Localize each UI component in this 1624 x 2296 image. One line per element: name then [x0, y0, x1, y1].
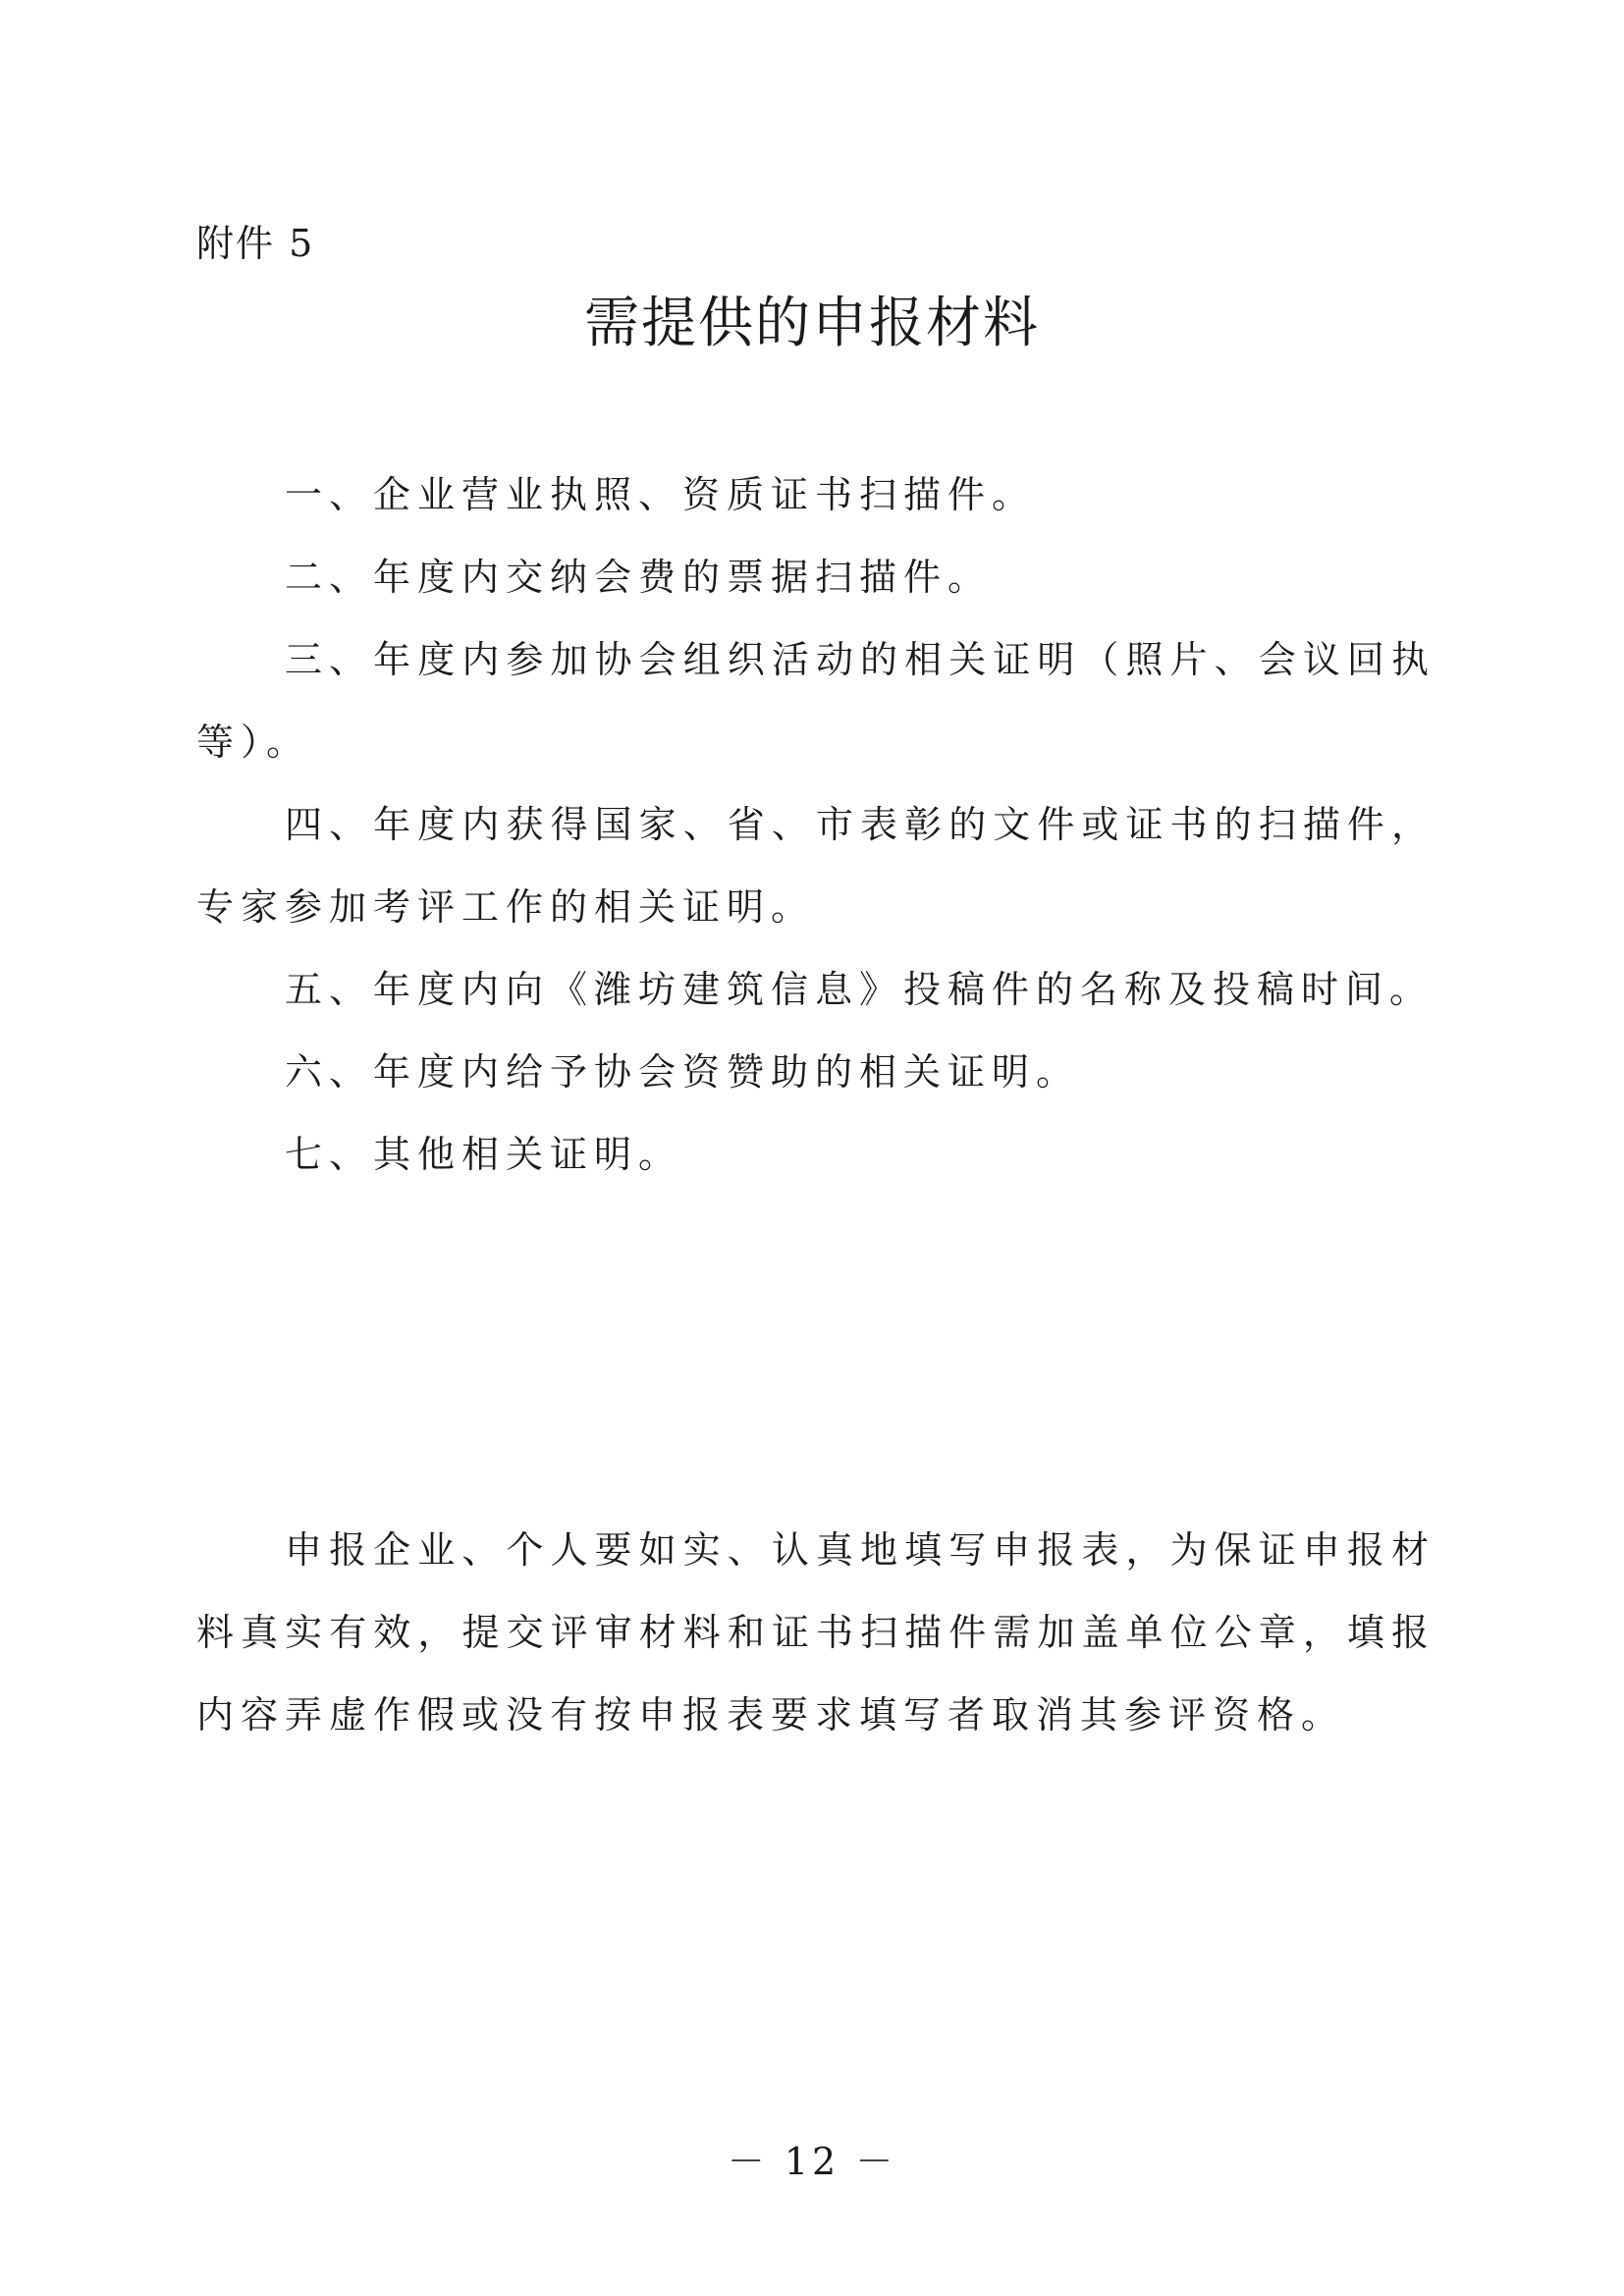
- list-item: 六、年度内给予协会资赞助的相关证明。: [285, 1050, 1081, 1094]
- attachment-label: 附件 5: [196, 222, 315, 265]
- list-item: 一、企业营业执照、资质证书扫描件。: [285, 473, 1037, 516]
- materials-list: [196, 454, 1435, 1196]
- list-item: 四、年度内获得国家、省、市表彰的文件或证书的扫描件，专家参加考评工作的相关证明。: [196, 803, 1435, 929]
- list-item: 五、年度内向《潍坊建筑信息》投稿件的名称及投稿时间。: [285, 968, 1435, 1011]
- list-item: 三、年度内参加协会组织活动的相关证明（照片、会议回执等）。: [196, 638, 1435, 764]
- document-title: 需提供的申报材料: [584, 292, 1040, 355]
- list-item: 二、年度内交纳会费的票据扫描件。: [285, 556, 993, 599]
- list-item: 七、其他相关证明。: [285, 1133, 683, 1176]
- note-paragraph: 申报企业、个人要如实、认真地填写申报表，为保证申报材料真实有效，提交评审材料和证书扫描件需加盖单位公章，填报内容弄虚作假或没有按申报表要求填写者取消其参评资格。: [196, 1528, 1435, 1736]
- submission-note: [196, 1509, 1435, 1756]
- page-number: － 12 －: [727, 2140, 897, 2183]
